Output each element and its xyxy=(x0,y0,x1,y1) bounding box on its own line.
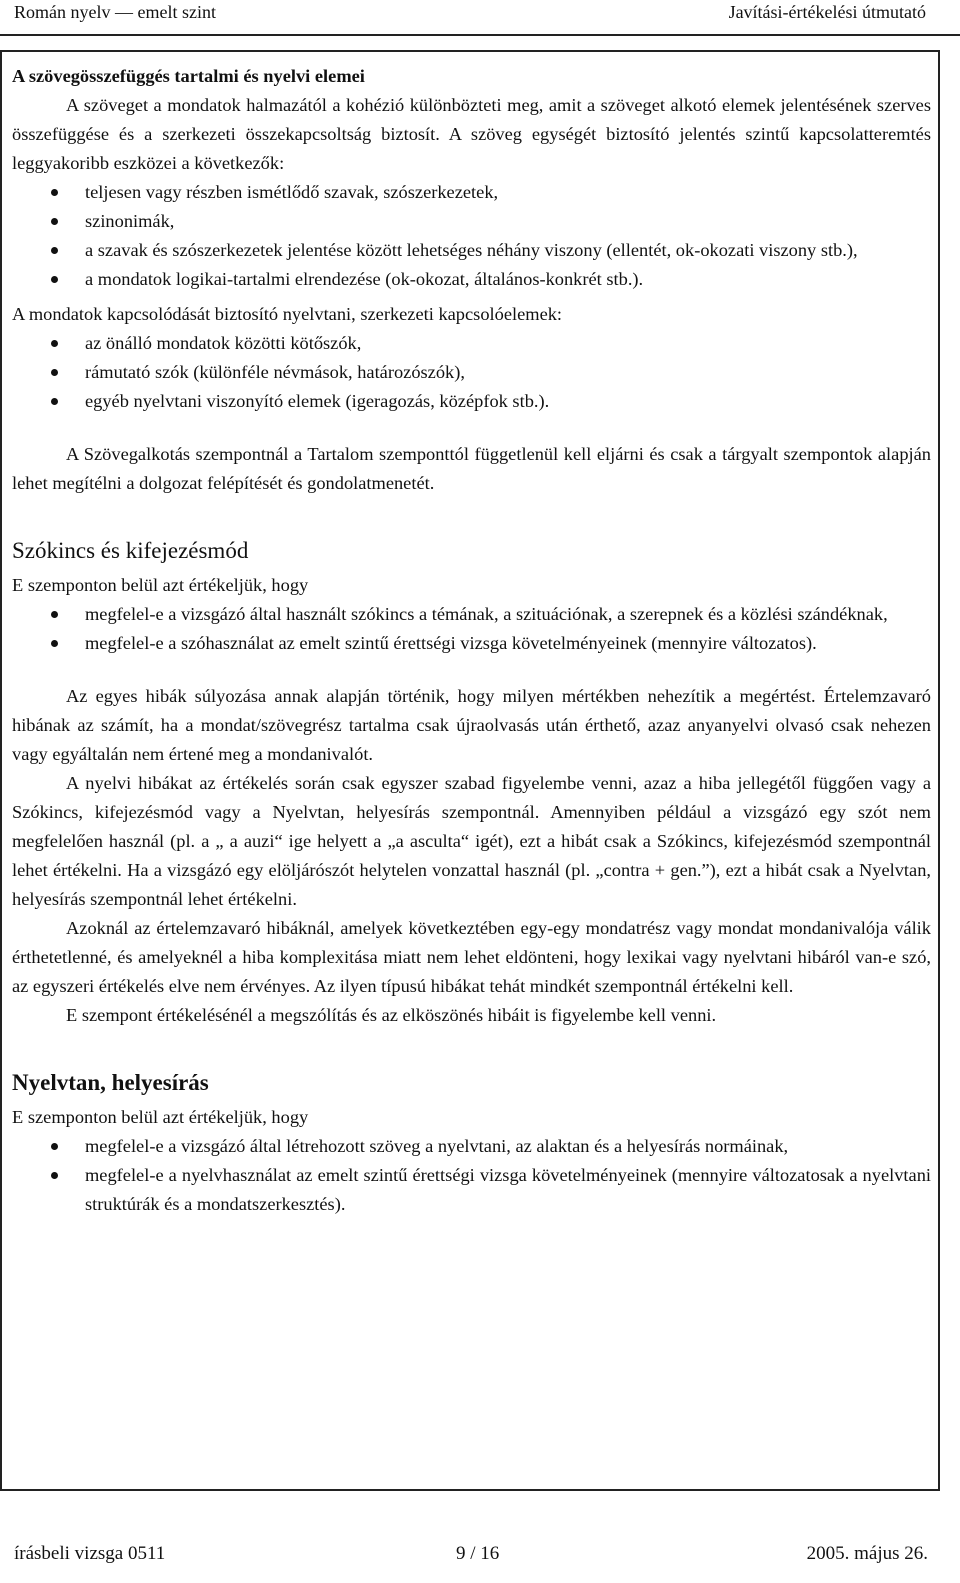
vocabulary-criteria-list xyxy=(12,600,931,658)
footer-page-number: 9 / 16 xyxy=(456,1543,500,1564)
section2-paragraph: A nyelvi hibákat az értékelés során csak egyszer szabad figyelembe venni, azaz a hiba jellegétől függően vagy a Szókincs, kifejezésmód vagy a Nyelvtan, helyesírás szempontnál. Amennyiben például a vizsgázó egy szót nem megfelelően használ (pl. a „ a auzi“ ige helyett a „a asculta“ igét), ezt a hibát csak a Szókincs, kifejezésmód szempontnál lehet értékelni. Ha a vizsgázó egy elöljárószót helytelen vonzattal használ (pl. „contra + gen.”), ezt a hibát csak a Nyelvtan, helyesírás szempontnál lehet értékelni. xyxy=(12,773,931,909)
footer-exam-code: írásbeli vizsga 0511 xyxy=(14,1543,166,1564)
page-header xyxy=(0,0,960,38)
list-item: rámutató szók (különféle névmások, határozószók), xyxy=(85,358,931,387)
list-item: megfelel-e a nyelvhasználat az emelt szintű érettségi vizsga követelményeinek (mennyire változatosak a nyelvtani struktúrák és a mondatszerkesztés). xyxy=(85,1161,931,1219)
section2-paragraph: Az egyes hibák súlyozása annak alapján történik, hogy milyen mértékben nehezítik a megértést. Értelemzavaró hibának az számít, ha a mondat/szövegrész tartalma csak újraolvasás után érthető, azaz anyanyelvi olvasó csak nehezen vagy egyáltalán nem értené meg a mondanivalót. xyxy=(12,686,931,764)
list-item: a mondatok logikai-tartalmi elrendezése (ok-okozat, általános-konkrét stb.). xyxy=(85,265,931,294)
page-footer xyxy=(0,1543,960,1573)
section1-intro: A szöveget a mondatok halmazától a kohézió különbözteti meg, amit a szöveget alkotó elemek jelentésének szerves összefüggése és a szerkezeti összekapcsoltság biztosít. A szöveg egységét biztosító jelentés szintű kapcsolatteremtés leggyakoribb eszközei a következők: xyxy=(12,95,931,173)
header-subject: Román nyelv — emelt szint xyxy=(14,2,216,22)
section1-heading: A szövegösszefüggés tartalmi és nyelvi elemei xyxy=(12,66,365,86)
grammar-criteria-list xyxy=(12,1132,931,1219)
list-item: szinonimák, xyxy=(85,207,931,236)
connectors-intro: A mondatok kapcsolódását biztosító nyelvtani, szerkezeti kapcsolóelemek: xyxy=(12,304,563,324)
footer-date: 2005. május 26. xyxy=(806,1543,928,1564)
section3-heading: Nyelvtan, helyesírás xyxy=(12,1070,209,1095)
list-item: megfelel-e a szóhasználat az emelt szintű érettségi vizsga követelményeinek (mennyire változatos). xyxy=(85,629,931,658)
list-item: egyéb nyelvtani viszonyító elemek (igeragozás, középfok stb.). xyxy=(85,387,931,416)
section1-closing: A Szövegalkotás szempontnál a Tartalom szemponttól függetlenül kell eljárni és csak a tárgyalt szempontok alapján lehet megítélni a dolgozat felépítését és gondolatmenetét. xyxy=(12,444,931,493)
list-item: megfelel-e a vizsgázó által létrehozott szöveg a nyelvtani, az alaktan és a helyesírás normáinak, xyxy=(85,1132,931,1161)
header-rule xyxy=(0,34,960,36)
list-item: megfelel-e a vizsgázó által használt szókincs a témának, a szituációnak, a szerepnek és a közlési szándéknak, xyxy=(85,600,931,629)
list-item: az önálló mondatok közötti kötőszók, xyxy=(85,329,931,358)
section2-heading: Szókincs és kifejezésmód xyxy=(12,538,249,563)
content-box xyxy=(0,50,940,1491)
header-doc-title: Javítási-értékelési útmutató xyxy=(728,2,926,22)
section2-paragraph: Azoknál az értelemzavaró hibáknál, amelyek következtében egy-egy mondatrész vagy mondat mondanivalója válik érthetetlenné, és amelyeknél a hiba komplexitása miatt nem lehet eldönteni, hogy lexikai vagy nyelvtani hibáról van-e szó, az egyszeri értékelés elve nem érvényes. Az ilyen típusú hibákat tehát mindkét szempontnál értékelni kell. xyxy=(12,918,931,996)
list-item: a szavak és szószerkezetek jelentése között lehetséges néhány viszony (ellentét, ok-okozati viszony stb.), xyxy=(85,236,931,265)
section3-intro: E szemponton belül azt értékeljük, hogy xyxy=(12,1107,309,1127)
cohesion-list xyxy=(12,178,931,294)
section2-paragraph: E szempont értékelésénél a megszólítás és az elköszönés hibáit is figyelembe kell venni. xyxy=(66,1005,717,1025)
section2-intro: E szemponton belül azt értékeljük, hogy xyxy=(12,575,309,595)
list-item: teljesen vagy részben ismétlődő szavak, szószerkezetek, xyxy=(85,178,931,207)
connectors-list xyxy=(12,329,931,416)
